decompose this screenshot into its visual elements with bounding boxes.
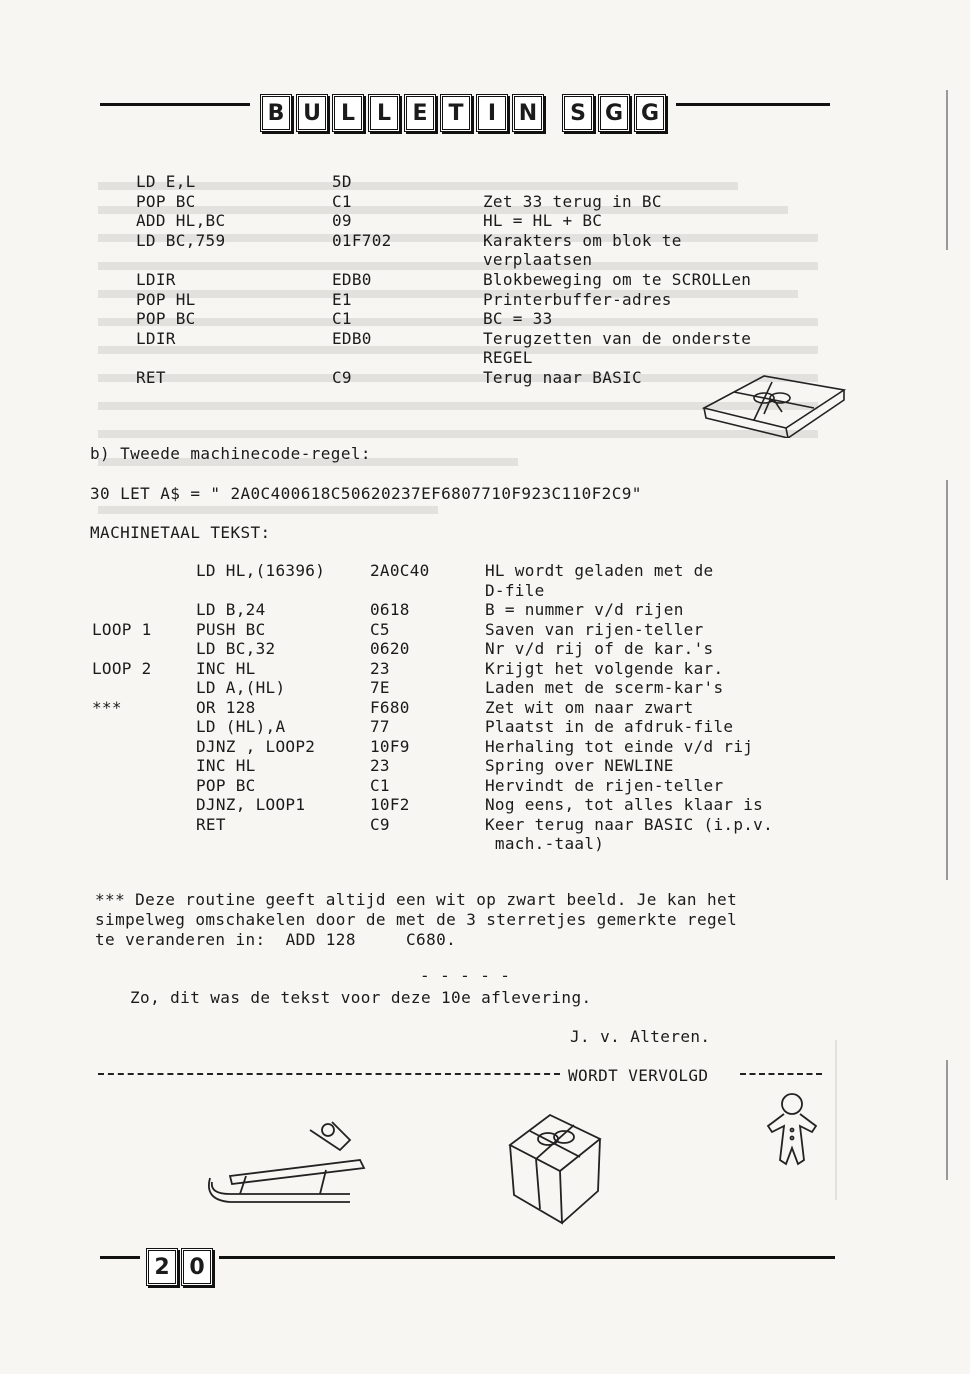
listing1-hex: EDB0 bbox=[332, 270, 372, 289]
bulletin-header bbox=[100, 98, 830, 144]
listing1-comment: HL = HL + BC bbox=[483, 211, 603, 231]
gift-box-doodle bbox=[694, 368, 854, 438]
listing2-instruction: LD B,24 bbox=[196, 600, 266, 619]
listing2-instruction: PUSH BC bbox=[196, 619, 266, 639]
listing2-hex: 10F9 bbox=[370, 736, 410, 756]
listing2-hex: 23 bbox=[370, 658, 390, 678]
listing2-hex: F680 bbox=[370, 697, 410, 717]
listing1-comment: verplaatsen bbox=[483, 250, 593, 270]
listing2-hex: 77 bbox=[370, 717, 390, 736]
title-letter: S bbox=[562, 94, 594, 132]
note-line: te veranderen in: ADD 128 C680. bbox=[95, 930, 457, 949]
listing2-comment: D-file bbox=[485, 580, 545, 600]
listing1-instruction: ADD HL,BC bbox=[136, 211, 226, 231]
page-footer bbox=[100, 1252, 835, 1302]
continued-label: WORDT VERVOLGD bbox=[568, 1066, 709, 1085]
listing2-hex: C5 bbox=[370, 619, 390, 639]
bulletin-title bbox=[250, 90, 676, 136]
listing2-comment: B = nummer v/d rijen bbox=[485, 600, 684, 619]
listing1-hex: 5D bbox=[332, 172, 352, 191]
title-letter: G bbox=[634, 94, 666, 132]
page-digit: 0 bbox=[181, 1248, 213, 1286]
listing2-comment: Nr v/d rij of de kar.'s bbox=[485, 639, 714, 658]
title-letter: L bbox=[368, 94, 400, 132]
closing-text: Zo, dit was de tekst voor deze 10e aflevering. bbox=[130, 988, 592, 1007]
gift-box-doodle-bottom bbox=[500, 1105, 610, 1225]
listing2-comment: mach.-taal) bbox=[485, 834, 605, 853]
listing1-comment: Terugzetten van de onderste bbox=[483, 328, 752, 348]
note-line: simpelweg omschakelen door de met de 3 sterretjes gemerkte regel bbox=[95, 910, 738, 929]
listing1-comment: Blokbeweging om te SCROLLen bbox=[483, 270, 752, 289]
listing2-comment: Keer terug naar BASIC (i.p.v. bbox=[485, 814, 774, 834]
listing2-comment: Krijgt het volgende kar. bbox=[485, 658, 724, 678]
listing2-label: LOOP 1 bbox=[92, 619, 152, 639]
listing2-instruction: LD (HL),A bbox=[196, 717, 286, 736]
listing1-instruction: LD E,L bbox=[136, 172, 196, 191]
margin-mark bbox=[946, 90, 948, 250]
listing2-comment: Spring over NEWLINE bbox=[485, 756, 674, 775]
listing1-comment: BC = 33 bbox=[483, 309, 553, 329]
listing2-label: LOOP 2 bbox=[92, 658, 152, 678]
title-letter: E bbox=[404, 94, 436, 132]
listing1-instruction: POP HL bbox=[136, 289, 196, 309]
title-spacer bbox=[548, 94, 558, 126]
listing1-hex: 09 bbox=[332, 211, 352, 231]
listing1-hex: 01F702 bbox=[332, 230, 392, 250]
listing2-hex: C9 bbox=[370, 814, 390, 834]
section-dashes: - - - - - bbox=[420, 966, 511, 985]
author-signature: J. v. Alteren. bbox=[570, 1027, 711, 1046]
listing2-hex: 10F2 bbox=[370, 795, 410, 814]
listing1-comment: REGEL bbox=[483, 348, 533, 368]
listing1-instruction: RET bbox=[136, 368, 166, 387]
listing2-comment: Zet wit om naar zwart bbox=[485, 697, 694, 717]
basic-line: 30 LET A$ = " 2A0C400618C50620237EF6807710F923C110F2C9" bbox=[90, 484, 642, 503]
listing2-instruction: LD A,(HL) bbox=[196, 678, 286, 697]
listing1-comment: Zet 33 terug in BC bbox=[483, 191, 662, 211]
listing1-hex: C9 bbox=[332, 368, 352, 387]
listing2-instruction: POP BC bbox=[196, 775, 256, 795]
title-letter: N bbox=[512, 94, 544, 132]
listing2-instruction: INC HL bbox=[196, 658, 256, 678]
listing2-comment: HL wordt geladen met de bbox=[485, 561, 714, 580]
listing2-hex: 23 bbox=[370, 756, 390, 775]
title-letter: I bbox=[476, 94, 508, 132]
listing2-hex: 7E bbox=[370, 678, 390, 697]
listing1-comment: Karakters om blok te bbox=[483, 230, 682, 250]
listing2-instruction: INC HL bbox=[196, 756, 256, 775]
listing2-instruction: DJNZ, LOOP1 bbox=[196, 795, 306, 814]
sled-doodle bbox=[200, 1110, 400, 1220]
continued-rule-right bbox=[740, 1073, 822, 1077]
note-line: *** Deze routine geeft altijd een wit op zwart beeld. Je kan het bbox=[95, 890, 738, 909]
listing1-hex: EDB0 bbox=[332, 328, 372, 348]
title-letter: L bbox=[332, 94, 364, 132]
margin-mark bbox=[946, 1060, 948, 1180]
listing2-hex: 2A0C40 bbox=[370, 561, 430, 580]
gingerbread-man-doodle bbox=[762, 1090, 822, 1180]
continued-rule-left bbox=[98, 1073, 560, 1077]
machinetaal-heading: MACHINETAAL TEKST: bbox=[90, 523, 271, 542]
listing1-hex: C1 bbox=[332, 191, 352, 211]
listing1-instruction: LDIR bbox=[136, 270, 176, 289]
margin-mark bbox=[946, 480, 948, 880]
listing2-hex: C1 bbox=[370, 775, 390, 795]
listing1-comment: Printerbuffer-adres bbox=[483, 289, 672, 309]
listing2-instruction: DJNZ , LOOP2 bbox=[196, 736, 316, 756]
title-letter: T bbox=[440, 94, 472, 132]
listing1-instruction: POP BC bbox=[136, 191, 196, 211]
title-letter: U bbox=[296, 94, 328, 132]
listing2-comment: Hervindt de rijen-teller bbox=[485, 775, 724, 795]
section-b-heading: b) Tweede machinecode-regel: bbox=[90, 444, 371, 463]
listing2-comment: Nog eens, tot alles klaar is bbox=[485, 795, 764, 814]
listing1-hex: E1 bbox=[332, 289, 352, 309]
listing1-hex: C1 bbox=[332, 309, 352, 329]
listing1-instruction: LD BC,759 bbox=[136, 230, 226, 250]
listing2-hex: 0618 bbox=[370, 600, 410, 619]
listing2-comment: Herhaling tot einde v/d rij bbox=[485, 736, 754, 756]
listing2-label: *** bbox=[92, 697, 122, 717]
page-digit: 2 bbox=[146, 1248, 178, 1286]
page-number bbox=[140, 1248, 219, 1286]
listing2-instruction: OR 128 bbox=[196, 697, 256, 717]
listing2-comment: Saven van rijen-teller bbox=[485, 619, 704, 639]
listing1-instruction: LDIR bbox=[136, 328, 176, 348]
listing2-instruction: LD HL,(16396) bbox=[196, 561, 326, 580]
listing2-comment: Laden met de scerm-kar's bbox=[485, 678, 724, 697]
listing2-instruction: RET bbox=[196, 814, 226, 834]
listing2-hex: 0620 bbox=[370, 639, 410, 658]
listing1-comment: Terug naar BASIC bbox=[483, 368, 642, 387]
title-letter: G bbox=[598, 94, 630, 132]
title-letter: B bbox=[260, 94, 292, 132]
listing2-comment: Plaatst in de afdruk-file bbox=[485, 717, 734, 736]
listing1-instruction: POP BC bbox=[136, 309, 196, 329]
listing2-instruction: LD BC,32 bbox=[196, 639, 276, 658]
